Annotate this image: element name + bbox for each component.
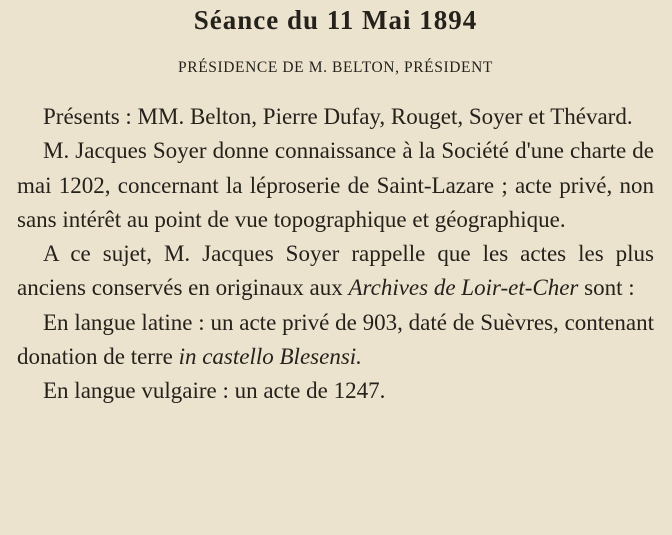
paragraph-presents: Présents : MM. Belton, Pierre Dufay, Rouget, Soyer et Thévard. [43,104,633,129]
castello-italic: in castello Blesensi. [178,344,362,370]
document-body [17,100,654,409]
seance-title: Séance du 11 Mai 1894 [193,5,478,35]
paragraph-charte: M. Jacques Soyer donne connaissance à la Société d'une charte de mai 1202, concernant la léproserie de Saint-Lazare ; acte privé, non sans intérêt au point de vue topographique et géographique. [17,138,654,232]
latine-text-before: En langue latine : un acte privé de 903, daté de Suèvres, contenant donation de terre [17,309,654,370]
paragraph-vulgaire: En langue vulgaire : un acte de 1247. [43,378,386,404]
sujet-text-before: A ce sujet, M. Jacques Soyer rappelle que les actes les plus anciens conservés en originaux aux [17,241,654,301]
archives-italic: Archives de Loir-et-Cher [348,275,579,301]
paragraph-sujet [17,237,654,306]
sujet-text-after: sont : [578,275,635,301]
paragraph-latine [17,306,654,375]
presidence-line: PRÉSIDENCE DE M. BELTON, PRÉSIDENT [178,59,493,76]
